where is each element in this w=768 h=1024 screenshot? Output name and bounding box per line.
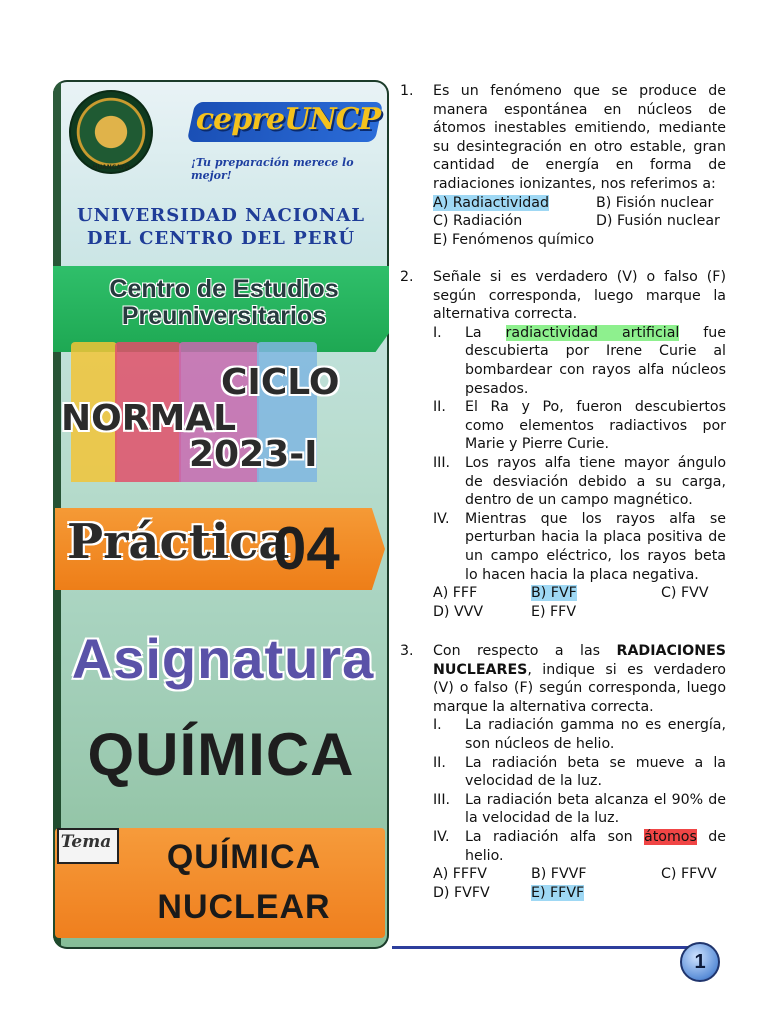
practica-word: Práctica xyxy=(67,514,290,570)
center-line-1: Centro de Estudios xyxy=(109,275,339,303)
option-d[interactable]: D) FVFV xyxy=(433,884,490,901)
statement-roman: II. xyxy=(433,399,446,416)
option-a[interactable]: A) FFF xyxy=(433,585,478,602)
tema-label: Tema xyxy=(60,832,112,852)
statement-1 xyxy=(433,324,726,398)
option-b[interactable] xyxy=(531,584,661,603)
statement-3 xyxy=(433,454,726,510)
topic-title xyxy=(109,832,379,932)
option-c[interactable]: C) FFVV xyxy=(661,866,717,883)
statement-text: El Ra y Po, fueron descubiertos como elementos radiactivos por Marie y Pierre Curie. xyxy=(465,399,726,453)
statement-1 xyxy=(433,716,726,753)
cover-panel xyxy=(53,80,389,949)
question-text-end: , indique si es verdadero (V) o falso (F) según corresponda, luego marque la alternativa correcta. xyxy=(433,661,726,715)
option-a[interactable] xyxy=(433,194,596,213)
option-b[interactable]: B) Fisión nuclear xyxy=(596,194,714,211)
university-line-2: DEL CENTRO DEL PERÚ xyxy=(86,228,356,249)
statement-text: La radiación gamma no es energía, son núcleos de helio. xyxy=(465,717,726,752)
option-d[interactable]: D) VVV xyxy=(433,603,484,620)
center-line-2: Preuniversitarios xyxy=(121,302,327,330)
statement-text: La radiación beta se mueve a la velocidad de la luz. xyxy=(465,754,726,790)
ciclo-label: CICLO xyxy=(221,362,340,403)
seal-caption: HUANCAYO xyxy=(92,164,130,171)
question-number: 1. xyxy=(400,83,414,99)
question-number: 2. xyxy=(400,269,414,285)
answer-options xyxy=(433,194,726,250)
question-text-start: Con respecto a las xyxy=(433,643,617,659)
question-text xyxy=(433,642,726,716)
answer-highlight: B) FVF xyxy=(531,585,577,602)
highlight-green: radiactividad artificial xyxy=(505,324,680,341)
statement-4 xyxy=(433,828,726,865)
university-seal-logo xyxy=(69,90,153,174)
statement-text: Mientras que los rayos alfa se perturban hacia la placa positiva de un campo eléctrico, los rayos beta lo hacen hacia la placa negativa. xyxy=(465,510,726,583)
statement-text-end: fue descubierta por Irene Curie al bombardear con rayos alfa núcleos pesados. xyxy=(465,324,727,397)
question-text: Señale si es verdadero (V) o falso (F) según corresponda, luego marque la alternativa correcta. xyxy=(433,269,726,323)
subject-title: QUÍMICA xyxy=(87,721,355,788)
statement-roman: IV. xyxy=(433,828,450,845)
statement-text: Los rayos alfa tiene mayor ángulo de desviación debido a su carga, dentro de un campo magnético. xyxy=(465,454,726,509)
statement-text-end: de helio. xyxy=(465,828,726,864)
practica-number: 04 xyxy=(273,515,340,582)
asignatura-label: Asignatura xyxy=(71,627,375,690)
option-c[interactable]: C) FVV xyxy=(661,585,709,602)
topic-line-1: QUÍMICA xyxy=(166,838,322,876)
statement-roman: II. xyxy=(433,754,446,771)
statement-roman: IV. xyxy=(433,510,450,527)
year-label: 2023-I xyxy=(189,434,318,475)
option-c[interactable]: C) Radiación xyxy=(433,213,523,230)
statement-4 xyxy=(433,510,726,584)
university-name xyxy=(57,204,385,250)
normal-label: NORMAL xyxy=(61,398,237,439)
slogan: ¡Tu preparación merece lo mejor! xyxy=(191,156,354,182)
answer-highlight: E) FFVF xyxy=(531,884,585,901)
question-1 xyxy=(400,82,726,249)
statement-3 xyxy=(433,791,726,828)
center-name xyxy=(59,276,389,330)
option-e[interactable]: E) Fenómenos químico xyxy=(433,231,595,248)
option-d[interactable]: D) Fusión nuclear xyxy=(596,213,720,230)
statement-text: La radiación beta alcanza el 90% de la velocidad de la luz. xyxy=(465,791,726,827)
statement-text-start: La radiación alfa son xyxy=(465,828,645,845)
option-b[interactable]: B) FVVF xyxy=(531,866,587,883)
university-line-1: UNIVERSIDAD NACIONAL xyxy=(76,205,365,226)
page-number: 1 xyxy=(680,942,720,982)
highlight-red: átomos xyxy=(644,828,697,845)
option-e[interactable]: E) FFV xyxy=(531,603,577,620)
option-e[interactable] xyxy=(531,884,661,903)
statement-text-start: La xyxy=(465,324,506,341)
statement-2 xyxy=(433,398,726,454)
answer-highlight: A) Radiactividad xyxy=(433,194,549,211)
statement-roman: I. xyxy=(433,717,442,734)
answer-options xyxy=(433,584,726,621)
statement-2 xyxy=(433,754,726,791)
footer-rule xyxy=(392,946,692,949)
question-text-bold: RADIACIONES NUCLEARES xyxy=(433,643,726,678)
statement-roman: III. xyxy=(433,791,451,808)
question-text: Es un fenómeno que se produce de manera espontánea en núcleos de átomos inestables emitiendo, mediante su desintegración en otro estable, gran cantidad de energía en forma de radiaciones ionizantes, nos referimos a: xyxy=(433,83,726,192)
question-number: 3. xyxy=(400,643,414,659)
option-a[interactable]: A) FFFV xyxy=(433,866,487,883)
answer-options xyxy=(433,865,726,902)
topic-line-2: NUCLEAR xyxy=(157,888,331,926)
question-2 xyxy=(400,268,726,621)
brand-logo: cepreUNCP xyxy=(195,102,381,137)
statement-roman: III. xyxy=(433,454,451,471)
statement-roman: I. xyxy=(433,324,442,341)
question-3 xyxy=(400,642,726,902)
